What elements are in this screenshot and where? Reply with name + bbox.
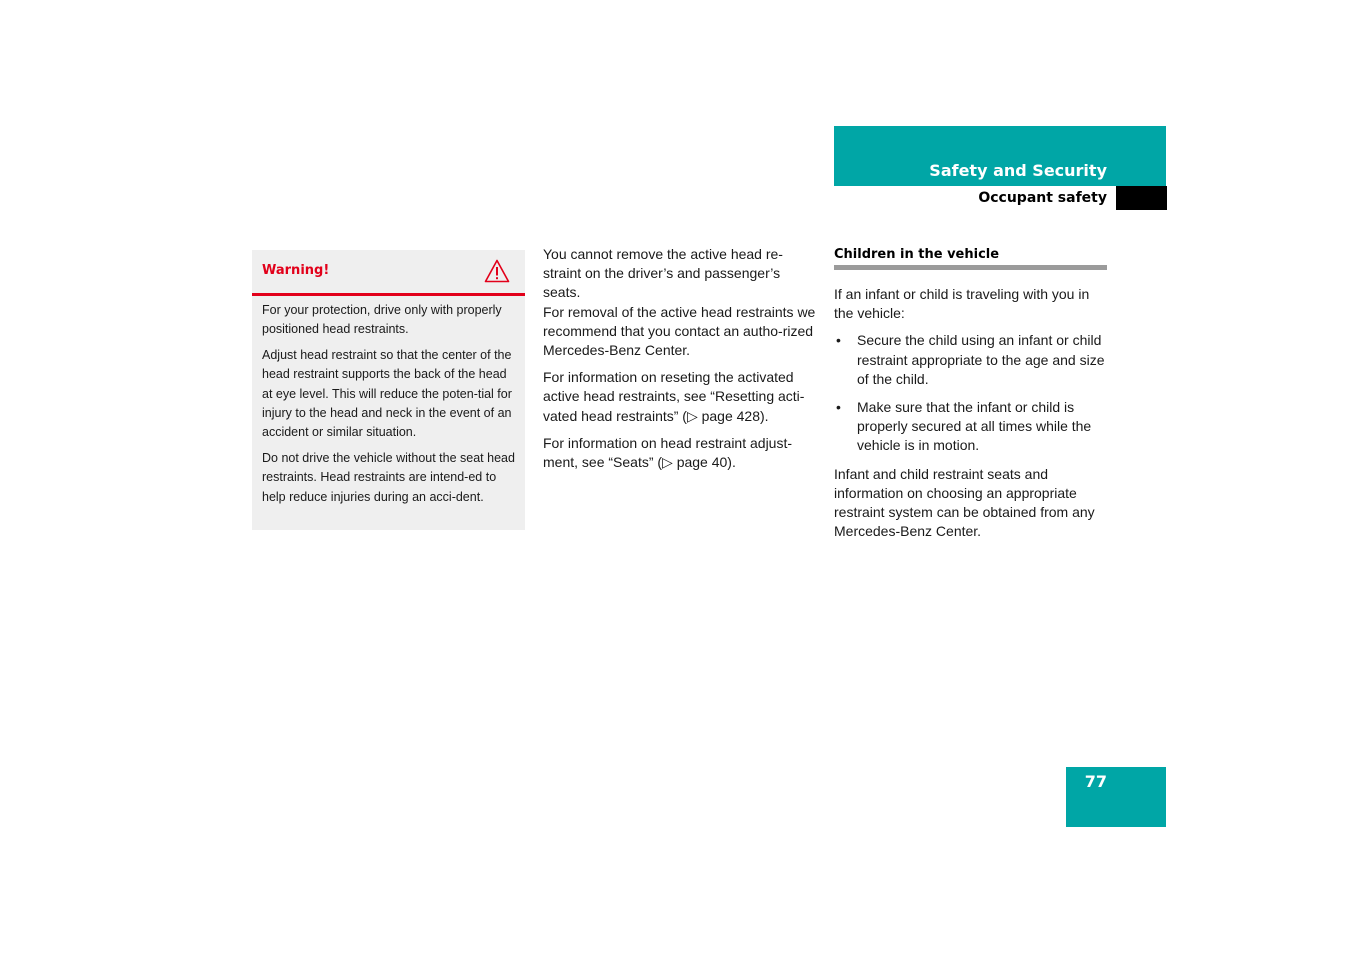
- warning-paragraph: Adjust head restraint so that the center of the head restraint supports the back of the head at eye level. This will reduce the poten-tial for injury to the head and neck in the event of an accident or similar situation.: [262, 347, 512, 440]
- children-bullet-list: [834, 331, 1107, 455]
- warning-paragraph: Do not drive the vehicle without the seat head restraints. Head restraints are intend-ed to help reduce injuries during an acci-dent.: [262, 450, 515, 504]
- body-paragraph: For removal of the active head restraints we recommend that you contact an autho-rized Mercedes-Benz Center.: [543, 303, 816, 359]
- warning-title: Warning!: [262, 263, 330, 278]
- children-heading: Children in the vehicle: [834, 247, 1000, 262]
- warning-triangle-icon: [484, 259, 510, 283]
- body-paragraph: For information on head restraint adjust-ment, see “Seats” (▷ page 40).: [543, 434, 793, 471]
- header-band: [834, 126, 1166, 186]
- body-paragraph: For information on reseting the activated active head restraints, see “Resetting acti-vated head restraints” (▷ page 428).: [543, 369, 805, 424]
- body-paragraph: You cannot remove the active head re-straint on the driver’s and passenger’s seats.: [543, 246, 783, 301]
- page-number: 77: [1084, 772, 1107, 791]
- list-item-text: Make sure that the infant or child is properly secured at all times while the vehicle is in motion.: [857, 399, 1092, 454]
- children-closing: Infant and child restraint seats and information on choosing an appropriate restraint system can be obtained from any Mercedes-Benz Center.: [834, 465, 1095, 540]
- middle-column: [543, 245, 821, 472]
- warning-header: [252, 250, 525, 296]
- section-title: Safety and Security: [929, 161, 1107, 180]
- list-item: [834, 331, 1107, 389]
- warning-body: [252, 296, 525, 507]
- children-intro: If an infant or child is traveling with you in the vehicle:: [834, 286, 1090, 322]
- heading-rule: [834, 265, 1107, 270]
- bullet-icon: •: [836, 399, 841, 416]
- page-number-box: [1066, 767, 1166, 827]
- section-tab-marker: [1116, 186, 1167, 210]
- subsection-title: Occupant safety: [978, 190, 1107, 206]
- list-item-text: Secure the child using an infant or child restraint appropriate to the age and size of the child.: [857, 332, 1105, 387]
- list-item: [834, 398, 1107, 456]
- warning-paragraph: For your protection, drive only with properly positioned head restraints.: [262, 303, 502, 337]
- warning-box: [252, 250, 525, 530]
- bullet-icon: •: [836, 332, 841, 349]
- right-column: [834, 245, 1107, 541]
